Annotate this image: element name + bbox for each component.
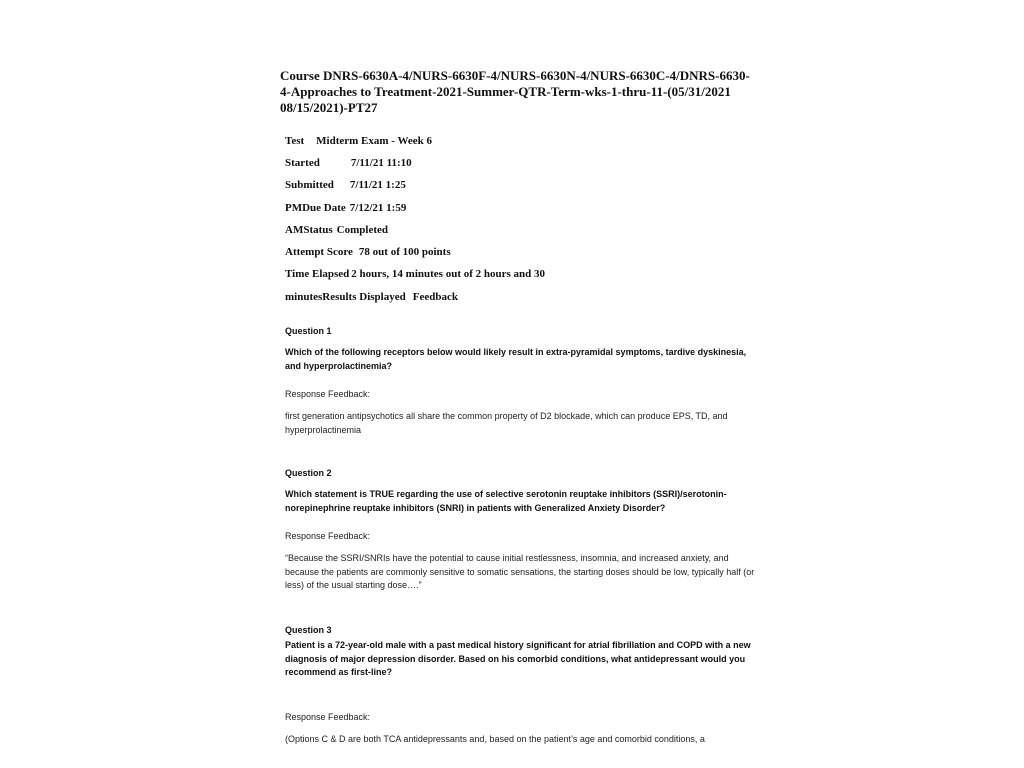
question-2-feedback-label: Response Feedback: <box>285 531 371 541</box>
submitted-value: 7/11/21 1:25 <box>349 179 406 191</box>
due-value: 7/12/21 1:59 <box>349 202 407 214</box>
meta-test-row <box>285 135 755 147</box>
question-3-text: Patient is a 72-year-old male with a past medical history significant for atrial fibrillation and COPD with a new diagnosis of major depression disorder. Based on his comorbid conditions, what antidepressant would you recommend as first-line? <box>285 640 751 677</box>
question-3-feedback-label: Response Feedback: <box>285 712 371 722</box>
started-label: Started <box>285 157 320 169</box>
meta-status-row <box>285 224 755 236</box>
results-value: Feedback <box>412 291 458 303</box>
results-label: minutesResults Displayed <box>285 291 406 303</box>
elapsed-value: 2 hours, 14 minutes out of 2 hours and 30 <box>351 268 546 280</box>
question-3-label: Question 3 <box>285 625 332 635</box>
question-3-feedback: (Options C & D are both TCA antidepressants and, based on the patient’s age and comorbid conditions, a <box>285 734 705 744</box>
submitted-label: Submitted <box>285 179 334 191</box>
test-value: Midterm Exam - Week 6 <box>316 135 433 147</box>
meta-started-row <box>285 157 755 169</box>
meta-elapsed-row <box>285 268 755 280</box>
question-1-text: Which of the following receptors below would likely result in extra-pyramidal symptoms, tardive dyskinesia, and hyperprolactinemia? <box>285 347 747 371</box>
test-label: Test <box>285 135 305 147</box>
meta-due-row <box>285 202 755 214</box>
meta-score-row <box>285 246 755 258</box>
score-label: Attempt Score <box>285 246 353 258</box>
started-value: 7/11/21 11:10 <box>350 157 412 169</box>
question-1-label: Question 1 <box>285 326 332 336</box>
course-title: Course DNRS-6630A-4/NURS-6630F-4/NURS-6630N-4/NURS-6630C-4/DNRS-6630-4-Approaches to Treatment-2021-Summer-QTR-Term-wks-1-thru-11-(05/31/2021 08/15/2021)-PT27 <box>280 68 750 115</box>
meta-submitted-row <box>285 179 755 191</box>
status-label: AMStatus <box>285 224 333 236</box>
elapsed-label: Time Elapsed <box>285 268 350 280</box>
score-value: 78 out of 100 points <box>358 246 451 258</box>
question-2-text: Which statement is TRUE regarding the use of selective serotonin reuptake inhibitors (SSRI)/serotonin-norepinephrine reuptake inhibitors (SNRI) in patients with Generalized Anxiety Disorder? <box>285 489 727 513</box>
status-value: Completed <box>336 224 388 236</box>
question-2-feedback: “Because the SSRI/SNRIs have the potential to cause initial restlessness, insomnia, and increased anxiety, and because the patients are commonly sensitive to somatic sensations, the starting doses should be low, typically half (or less) of the usual starting dose….” <box>285 553 755 590</box>
question-2-label: Question 2 <box>285 468 332 478</box>
due-label: PMDue Date <box>285 202 346 214</box>
question-1-feedback-label: Response Feedback: <box>285 389 371 399</box>
meta-results-row <box>285 291 755 303</box>
question-1-feedback: first generation antipsychotics all share the common property of D2 blockade, which can produce EPS, TD, and hyperprolactinemia <box>285 411 728 435</box>
